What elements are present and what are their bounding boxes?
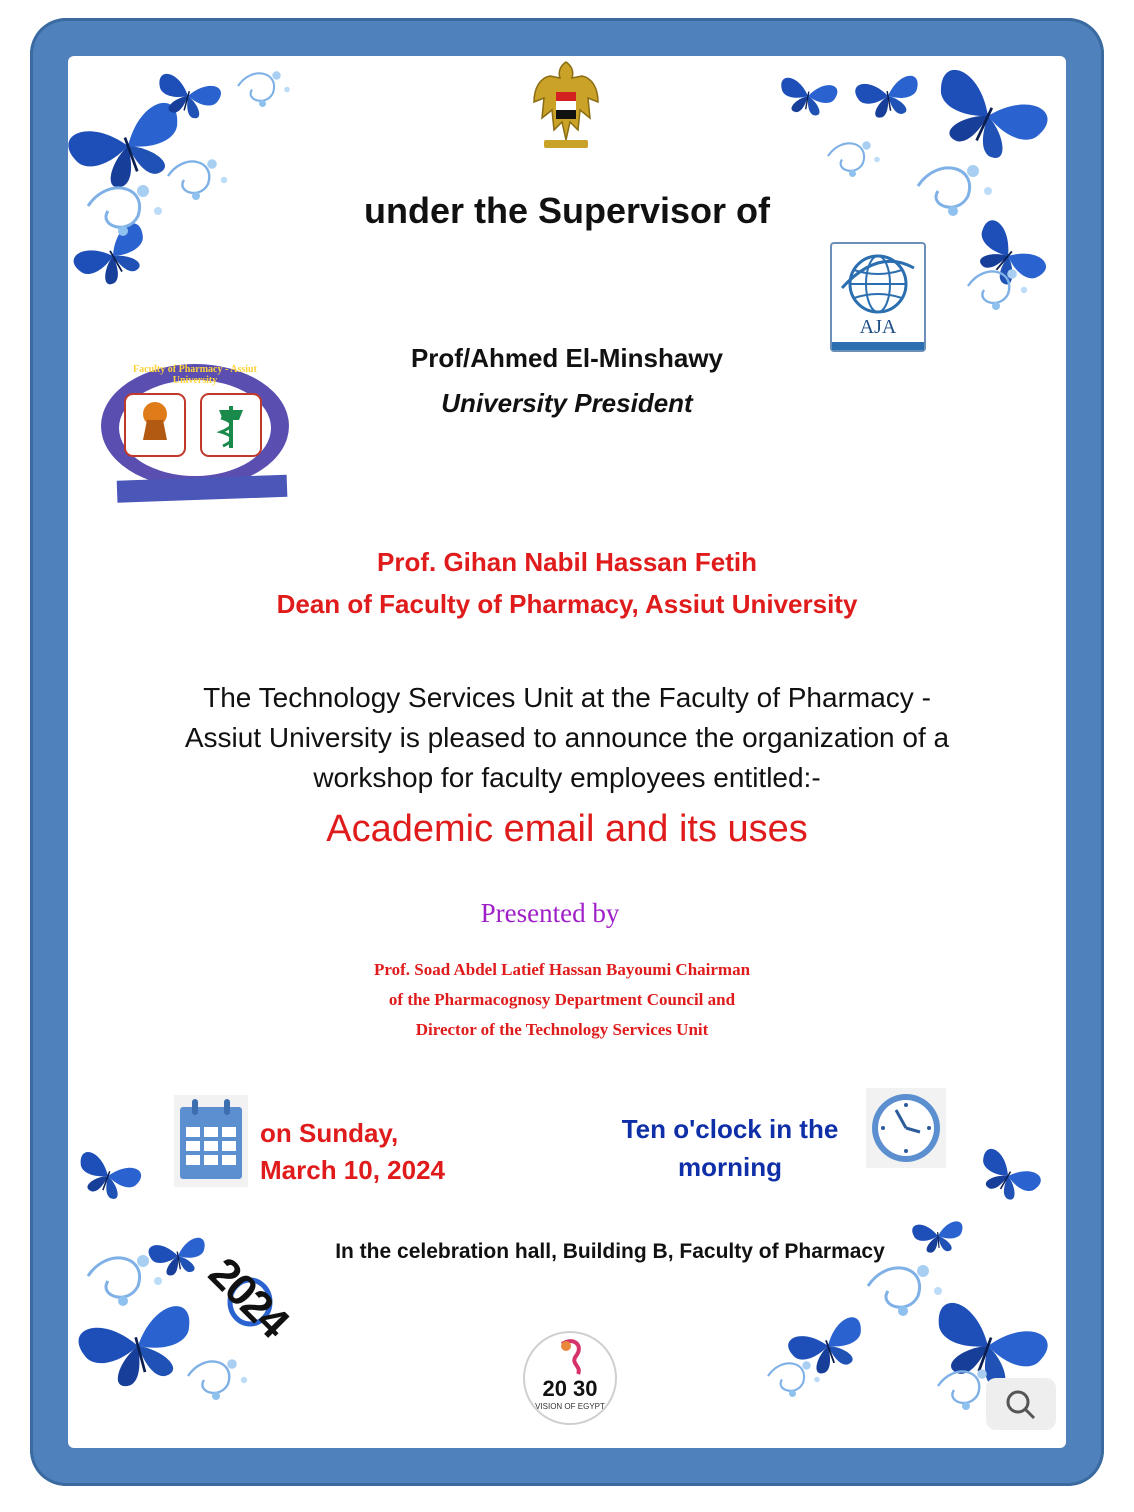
event-time-line-2: morning: [678, 1152, 782, 1182]
event-date-line-1: on Sunday,: [260, 1118, 399, 1148]
announcement-text: [120, 678, 1014, 798]
president-name: Prof/Ahmed El-Minshawy: [410, 343, 724, 373]
presenter-line-1: Prof. Soad Abdel Latief Hassan Bayoumi Chairman: [373, 960, 751, 979]
announcement-line-1: The Technology Services Unit at the Faculty of Pharmacy -: [203, 682, 931, 713]
year-2024-badge-icon: [199, 1248, 310, 1372]
faculty-of-pharmacy-seal-icon: [95, 360, 295, 510]
aja-logo-text: AJA: [859, 316, 897, 338]
supervision-heading: under the Supervisor of: [363, 190, 771, 231]
president-title: University President: [441, 388, 693, 418]
egypt-vision-2030-logo-icon: [522, 1330, 618, 1426]
vision-logo-text: 20 30: [542, 1376, 598, 1401]
year-badge-text: 2024: [199, 1248, 298, 1347]
faculty-seal-text: Faculty of Pharmacy - Assiut University: [133, 364, 257, 386]
workshop-title: Academic email and its uses: [326, 808, 808, 850]
egypt-eagle-emblem-icon: [528, 58, 604, 154]
butterfly-bottom-left: [76, 1303, 202, 1395]
butterfly-top-right: [921, 66, 1051, 173]
presenter-line-2: of the Pharmacognosy Department Council and: [388, 990, 736, 1009]
presenter-line-3: Director of the Technology Services Unit: [415, 1020, 709, 1039]
event-date-line-2: March 10, 2024: [260, 1155, 446, 1185]
event-venue: In the celebration hall, Building B, Faculty of Pharmacy: [335, 1240, 885, 1263]
announcement-line-2: Assiut University is pleased to announce the organization of a: [184, 722, 950, 753]
announcement-line-3: workshop for faculty employees entitled:-: [313, 762, 821, 793]
event-time: [600, 1110, 860, 1186]
calendar-icon: [172, 1093, 250, 1189]
vision-logo-subtext: VISION OF EGYPT: [535, 1402, 605, 1411]
dean-name: Prof. Gihan Nabil Hassan Fetih: [377, 547, 757, 577]
butterfly-top-left: [68, 99, 194, 199]
presented-by-label: Presented by: [480, 898, 620, 928]
event-time-line-1: Ten o'clock in the: [621, 1114, 839, 1144]
dean-title: Dean of Faculty of Pharmacy, Assiut University: [276, 589, 858, 619]
presenter-details: [260, 955, 864, 1045]
search-button[interactable]: [986, 1378, 1056, 1430]
search-icon: [986, 1378, 1056, 1430]
clock-icon: [866, 1088, 946, 1168]
aja-globe-logo-icon: [830, 242, 926, 352]
